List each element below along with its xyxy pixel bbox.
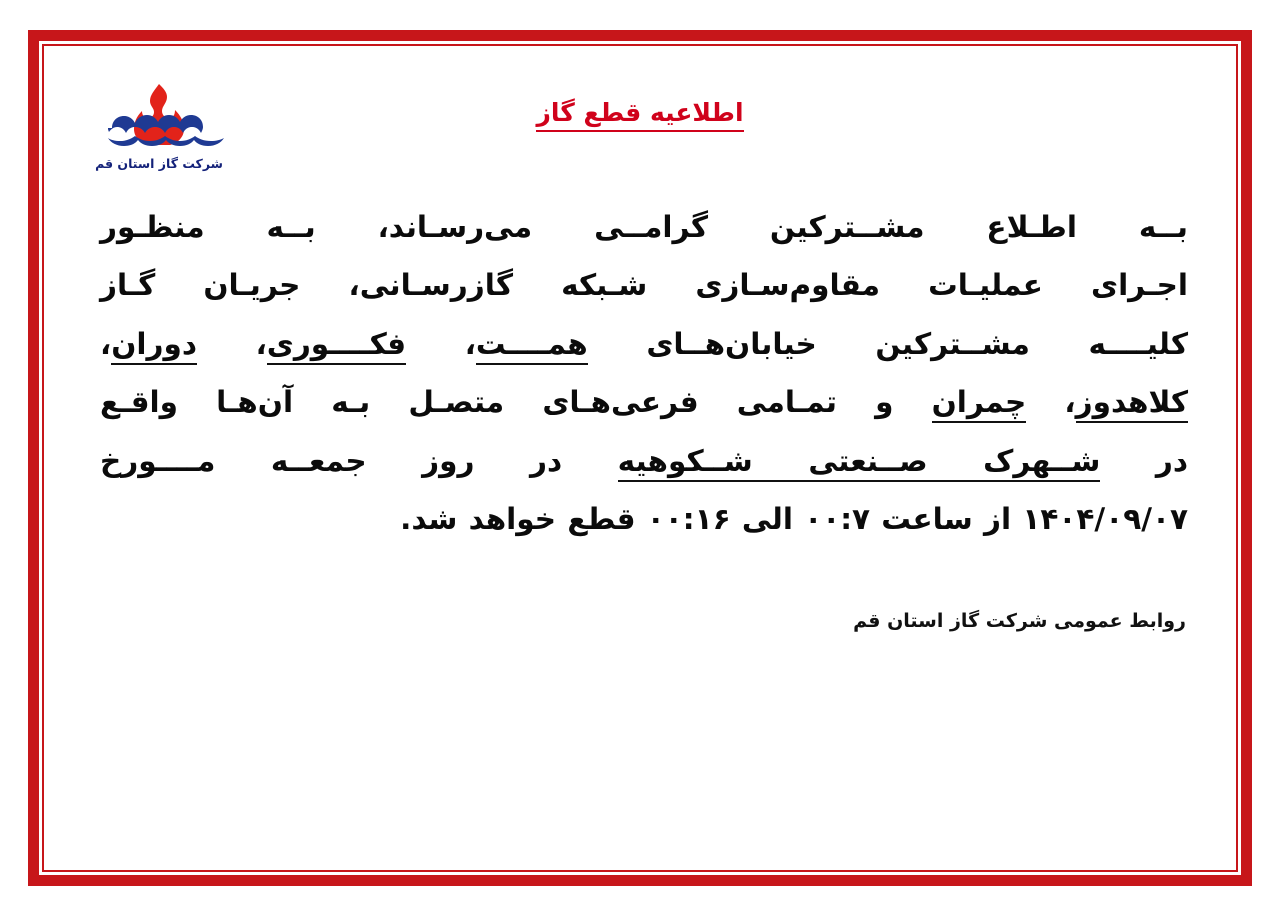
poster-header <box>78 72 1202 180</box>
notice-line-2-text: اجـرای عملیـات مقاوم‌سـازی شـبکه گازرسـانی، جریـان گـاز <box>100 268 1188 303</box>
separator-4: ، <box>1026 385 1076 420</box>
company-logo <box>84 80 234 171</box>
notice-line-3 <box>100 315 1188 373</box>
notice-line-1-text: بــه اطـلاع مشــترکین گرامــی می‌رسـاند، بــه منظـور <box>100 210 1188 244</box>
separator-2: ، <box>196 326 267 361</box>
signature-line: روابط عمومی شرکت گاز استان قم <box>853 610 1186 633</box>
notice-line-6 <box>100 490 1188 548</box>
notice-line-5-prefix: در <box>1100 443 1188 478</box>
notice-line-4-rest: و تمـامی فرعی‌هـای متصـل بـه آن‌هـا واقـع <box>100 385 932 420</box>
notice-line-3-prefix: کلیــــه مشــترکین خیابان‌هــای <box>587 326 1188 361</box>
street-name-fakouri: فکــــوری <box>267 327 406 365</box>
notice-line-2 <box>100 256 1188 314</box>
outage-date-time-text: ۱۴۰۴/۰۹/۰۷ از ساعت ۰۰:۷ الی ۰۰:۱۶ قطع خواهد شد. <box>400 502 1188 537</box>
location-shokouhiyeh-industrial-town: شــهرک صــنعتی شــکوهیه <box>618 444 1101 482</box>
separator-1: ، <box>406 326 476 361</box>
company-logo-caption: شرکت گاز استان قم <box>95 156 223 171</box>
notice-body <box>78 198 1202 548</box>
street-name-chamran: چمران <box>932 385 1027 423</box>
separator-3: ، <box>100 326 112 361</box>
street-name-dowran: دوران <box>111 327 197 365</box>
notice-line-5 <box>100 432 1188 490</box>
street-name-hemmat: همــــت <box>476 327 588 365</box>
notice-line-4 <box>100 373 1188 431</box>
page-title <box>78 98 1202 127</box>
notice-line-1 <box>100 198 1188 256</box>
page-title-text: اطلاعیه قطع گاز <box>536 98 743 132</box>
niopdc-flame-icon <box>84 80 234 158</box>
street-name-kolahdouz: کلاهدوز <box>1076 385 1188 423</box>
notice-line-5-rest: در روز جمعــه مــــورخ <box>100 443 618 478</box>
poster-content <box>52 54 1228 862</box>
